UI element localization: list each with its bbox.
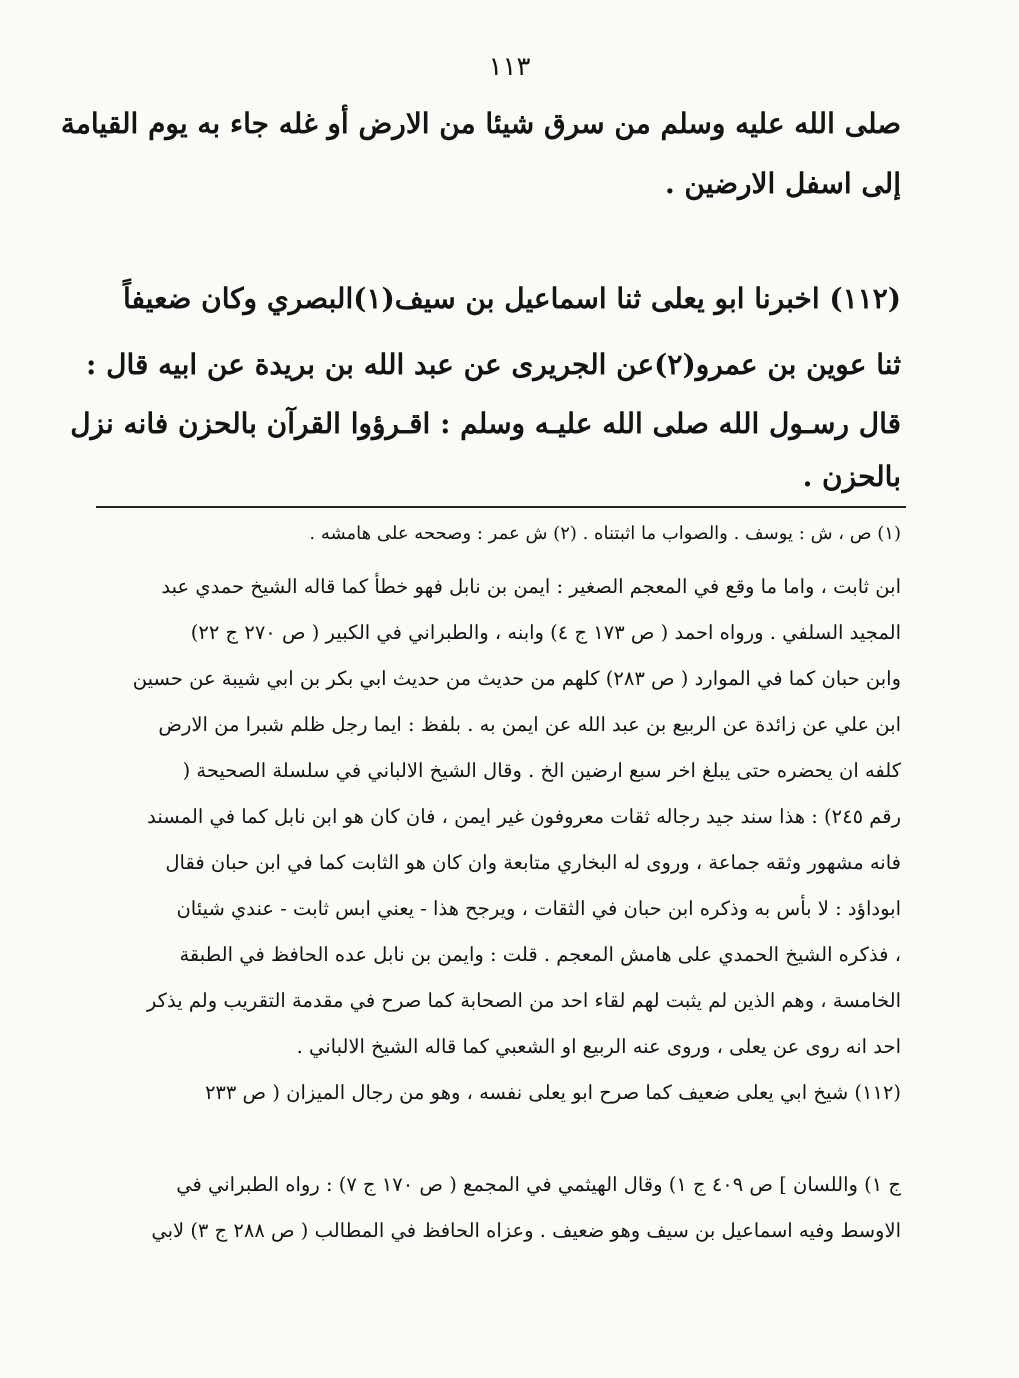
commentary-line: الخامسة ، وهم الذين لم يثبت لهم لقاء احد من الصحابة كما صرح في مقدمة التقريب ولم يذكر [146,989,901,1012]
commentary-line: وابن حبان كما في الموارد ( ص ٢٨٣) كلهم من حديث من حديث ابي بكر بن ابي شيبة عن حسين [132,667,901,690]
commentary-line: كلفه ان يحضره حتى يبلغ اخر سبع ارضين الخ . وقال الشيخ الالباني في سلسلة الصحيحة ( [182,759,901,782]
commentary-line: الاوسط وفيه اسماعيل بن سيف وهو ضعيف . وعزاه الحافظ في المطالب ( ص ٢٨٨ ج ٣) لابي [151,1219,901,1242]
footnotes-line: (١) ص ، ش : يوسف . والصواب ما اثبتناه . (٢) ش عمر : وصححه على هامشه . [309,523,901,544]
commentary-112-line: ج ١) واللسان ] ص ٤٠٩ ج ١) وقال الهيثمي في المجمع ( ص ١٧٠ ج ٧) : رواه الطبراني في [176,1173,901,1196]
commentary-line: فانه مشهور وثقه جماعة ، وروى له البخاري متابعة وان كان هو الثابت كما في ابن حبان فقال [165,851,901,874]
commentary-line: رقم ٢٤٥) : هذا سند جيد رجاله ثقات معروفون غير ايمن ، فان كان هو ابن نابل كما في المسند [147,805,901,828]
main-text-line: بالحزن . [802,460,901,493]
main-text-line: صلى الله عليه وسلم من سرق شيئا من الارض أو غله جاء به يوم القيامة [60,107,901,140]
commentary-line: المجيد السلفي . ورواه احمد ( ص ١٧٣ ج ٤) وابنه ، والطبراني في الكبير ( ص ٢٧٠ ج ٢٢) [190,621,901,644]
commentary-line: ابن ثابت ، واما ما وقع في المعجم الصغير : ايمن بن نابل فهو خطأ كما قاله الشيخ حمدي عبد [161,575,901,598]
main-text-line: إلى اسفل الارضين . [664,167,901,200]
footnote-divider [96,506,906,508]
main-text-line: قال رسـول الله صلى الله عليـه وسلم : اقـرؤوا القرآن بالحزن فانه نزل [70,407,901,440]
main-text-line: ثنا عوين بن عمرو(٢)عن الجريرى عن عبد الله بن بريدة عن ابيه قال : [86,348,901,381]
hadith-112-line: (١١٢) اخبرنا ابو يعلى ثنا اسماعيل بن سيف(١)البصري وكان ضعيفاً [122,282,901,315]
commentary-line: (١١٢) شيخ ابي يعلى ضعيف كما صرح ابو يعلى نفسه ، وهو من رجال الميزان ( ص ٢٣٣ [204,1081,901,1104]
commentary-line: ابوداؤد : لا بأس به وذكره ابن حبان في الثقات ، ويرجح هذا - يعني ابس ثابت - عندي شيئان [176,897,901,920]
commentary-line: ، فذكره الشيخ الحمدي على هامش المعجم . قلت : وايمن بن نابل عده الحافظ في الطبقة [179,943,901,966]
commentary-line: ابن علي عن زائدة عن الربيع بن عبد الله عن ايمن به . بلفظ : ايما رجل ظلم شبرا من الارض [158,713,901,736]
commentary-line: احد انه روى عن يعلى ، وروى عنه الربيع او الشعبي كما قاله الشيخ الالباني . [296,1035,901,1058]
page-number: ١١٣ [488,52,531,82]
